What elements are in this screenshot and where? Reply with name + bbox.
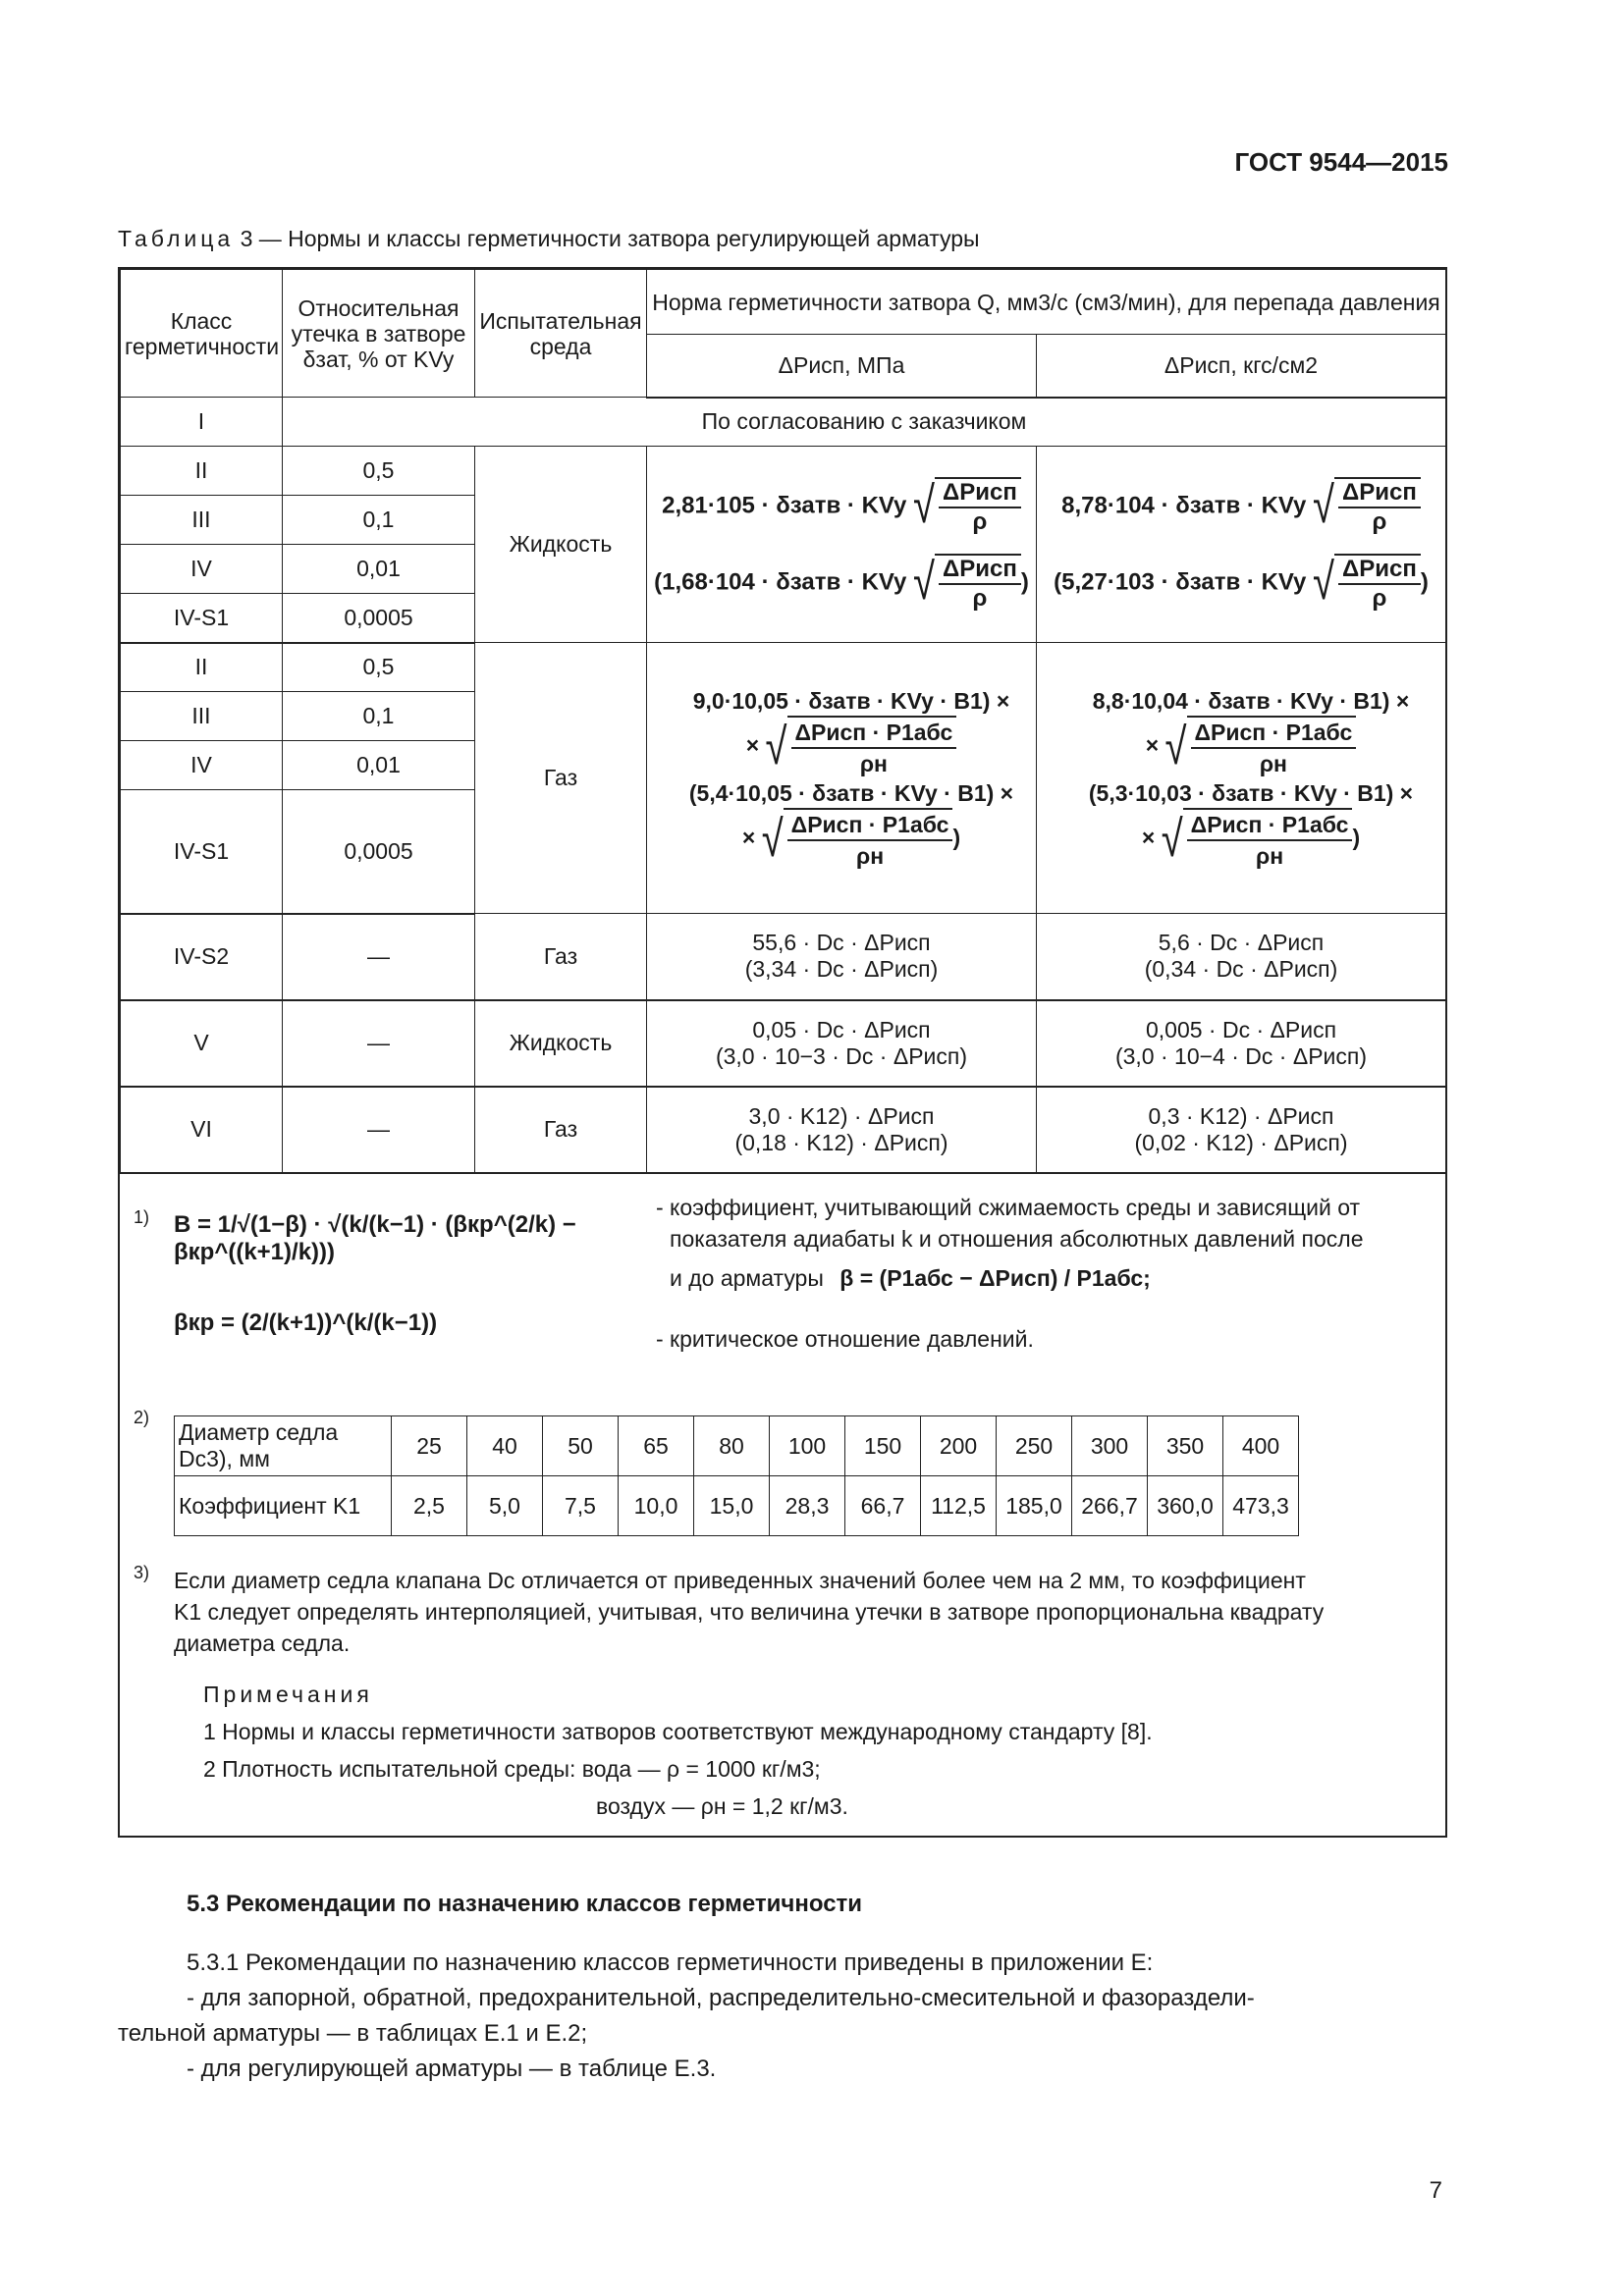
leak-cell: 0,01 <box>283 545 475 594</box>
formula-den: ρ <box>1372 584 1387 612</box>
leak-cell: 0,5 <box>283 643 475 692</box>
section-heading: 5.3 Рекомендации по назначению классов герметичности <box>187 1891 863 1917</box>
formula-mpa <box>647 1087 1037 1173</box>
footnote-line: и до арматуры <box>670 1265 824 1291</box>
class-cell: IV-S1 <box>121 790 283 914</box>
formula-line: 9,0·10,05 · δзатв · KVy · B1) × <box>692 687 1010 714</box>
formula-line: 0,05 · Dc · ΔPисп <box>752 1016 931 1042</box>
class-cell: I <box>121 398 283 447</box>
header-norm: Норма герметичности затвора Q, мм3/с (см3/мин), для перепада давления <box>647 270 1446 335</box>
formula-line: × √ ΔPисп · P1абс ρн ) <box>671 808 1032 871</box>
footnote-line: K1 следует определять интерполяцией, учитывая, что величина утечки в затворе пропорциональна квадрату <box>174 1599 1325 1625</box>
tightness-table <box>120 269 1446 1174</box>
coef-cell: 2,5 <box>392 1476 467 1536</box>
diameter-cell: 200 <box>921 1416 997 1476</box>
formula-line: 0,3 · K12) · ΔPисп <box>1148 1102 1334 1129</box>
footnote-line: показателя адиабаты k и отношения абсолютных давлений после <box>670 1226 1364 1252</box>
formula-den: ρн <box>855 842 885 869</box>
leak-cell: 0,0005 <box>283 790 475 914</box>
header-kgf: ΔPисп, кгс/см2 <box>1037 335 1446 398</box>
caption-title: — Нормы и классы герметичности затвора регулирующей арматуры <box>258 226 980 251</box>
formula-den: ρн <box>859 750 888 776</box>
class-cell: II <box>121 643 283 692</box>
formula-den: ρн <box>1259 750 1287 776</box>
formula-line: 5,6 · Dc · ΔPисп <box>1158 930 1325 956</box>
formula-kgf <box>1037 914 1446 1000</box>
formula-coef: 8,78·104 <box>1061 491 1155 518</box>
liquid-formula-kgf <box>1037 447 1446 643</box>
sqrt-icon: √ <box>765 718 787 775</box>
note-2: 2 Плотность испытательной среды: вода — ρ = 1000 кг/м3; <box>203 1756 821 1782</box>
footnote-1-text <box>656 1192 1441 1294</box>
coef-cell: 112,5 <box>921 1476 997 1536</box>
diameter-label: Диаметр седла Dc3), мм <box>175 1416 392 1476</box>
class-cell: III <box>121 692 283 741</box>
page-number: 7 <box>1429 2177 1442 2204</box>
formula-num: ΔPисп <box>939 556 1021 585</box>
diameter-cell: 300 <box>1072 1416 1148 1476</box>
leak-cell: — <box>283 1000 475 1087</box>
diameter-cell: 50 <box>543 1416 619 1476</box>
diameter-cell: 25 <box>392 1416 467 1476</box>
formula-den: ρн <box>1255 842 1284 869</box>
medium-cell: Газ <box>475 914 647 1000</box>
leak-cell: 0,1 <box>283 496 475 545</box>
section-paragraph-1: 5.3.1 Рекомендации по назначению классов герметичности приведены в приложении Е: <box>187 1949 1154 1976</box>
formula-den: ρ <box>972 584 988 612</box>
formula-num: ΔPисп · P1абс <box>1187 810 1353 841</box>
header-mpa: ΔPисп, МПа <box>647 335 1037 398</box>
k1-table <box>174 1415 1299 1536</box>
diameter-cell: 100 <box>770 1416 845 1476</box>
table-frame <box>118 267 1447 1838</box>
formula-line: 55,6 · Dc · ΔPисп <box>752 930 931 956</box>
class-cell: IV-S2 <box>121 914 283 1000</box>
formula-sym: · δзатв · KVy <box>1161 491 1307 518</box>
liquid-formula-mpa <box>647 447 1037 643</box>
formula-kgf <box>1037 1087 1446 1173</box>
footnote-3-marker: 3) <box>134 1563 150 1582</box>
beta-formula: β = (P1абс − ΔPисп) / P1абс; <box>839 1265 1151 1291</box>
coef-cell: 10,0 <box>619 1476 694 1536</box>
coef-cell: 5,0 <box>467 1476 543 1536</box>
leak-cell: — <box>283 1087 475 1173</box>
diameter-cell: 65 <box>619 1416 694 1476</box>
class-cell: V <box>121 1000 283 1087</box>
coef-cell: 473,3 <box>1223 1476 1299 1536</box>
class-cell: III <box>121 496 283 545</box>
sqrt-icon: √ <box>1313 477 1334 534</box>
formula-den: ρ <box>972 507 988 535</box>
formula-line: × √ ΔPисп · P1абс ρн <box>1060 716 1441 778</box>
formula-line: (3,34 · Dc · ΔPисп) <box>744 956 939 983</box>
formula-num: ΔPисп <box>1338 556 1421 585</box>
formula-line: 8,8·10,04 · δзатв · KVy · B1) × <box>1092 687 1410 714</box>
footnote-1-formula-bkr: βкр = (2/(k+1))^(k/(k−1)) <box>174 1309 438 1336</box>
sqrt-icon: √ <box>913 554 935 611</box>
note-3: воздух — ρн = 1,2 кг/м3. <box>596 1793 848 1819</box>
caption-label: Таблица <box>118 226 235 251</box>
section-paragraph-2b: тельной арматуры — в таблицах Е.1 и Е.2; <box>118 2020 588 2047</box>
formula-line: (0,18 · K12) · ΔPисп) <box>734 1129 948 1155</box>
leak-cell: 0,0005 <box>283 594 475 643</box>
table-caption <box>118 226 980 252</box>
document-id: ГОСТ 9544—2015 <box>1234 147 1448 177</box>
gas-formula-mpa <box>647 643 1037 914</box>
formula-kgf <box>1037 1000 1446 1087</box>
formula-num: ΔPисп · P1абс <box>1191 718 1357 749</box>
formula-line: (5,3·10,03 · δзатв · KVy · B1) × <box>1088 779 1414 806</box>
notes-title: Примечания <box>203 1682 373 1707</box>
coef-cell: 7,5 <box>543 1476 619 1536</box>
leak-cell: 0,01 <box>283 741 475 790</box>
medium-cell: Газ <box>475 1087 647 1173</box>
formula-sym: · δзатв · KVy <box>1161 567 1307 595</box>
formula-line: (3,0 · 10−4 · Dc · ΔPисп) <box>1114 1042 1368 1069</box>
formula-num: ΔPисп · P1абс <box>787 810 953 841</box>
footnote-3-text <box>174 1565 1440 1659</box>
leak-cell: 0,1 <box>283 692 475 741</box>
header-leak: Относительная утечка в затворе δзат, % от KVy <box>283 270 475 398</box>
coef-label: Коэффициент K1 <box>175 1476 392 1536</box>
class-cell: IV-S1 <box>121 594 283 643</box>
class-cell: IV <box>121 545 283 594</box>
footnote-1-critical: - критическое отношение давлений. <box>656 1326 1034 1352</box>
note-1: 1 Нормы и классы герметичности затворов соответствуют международному стандарту [8]. <box>203 1719 1153 1744</box>
agreement-cell: По согласованию с заказчиком <box>283 398 1446 447</box>
footnote-1-formula-b: B = 1/√(1−β) · √(k/(k−1) · (βкр^(2/k) − βкр^((k+1)/k))) <box>174 1211 576 1265</box>
footnote-line: - коэффициент, учитывающий сжимаемость среды и зависящий от <box>656 1195 1361 1220</box>
formula-line: (0,02 · K12) · ΔPисп) <box>1134 1129 1348 1155</box>
formula-coef: (1,68·104 <box>654 567 755 595</box>
formula-sym: · δзатв · KVy <box>761 491 907 518</box>
formula-line: × √ ΔPисп · P1абс ρн ) <box>1060 808 1441 871</box>
formula-coef: 2,81·105 <box>662 491 755 518</box>
class-cell: II <box>121 447 283 496</box>
coef-cell: 66,7 <box>845 1476 921 1536</box>
coef-cell: 360,0 <box>1148 1476 1223 1536</box>
section-paragraph-3: - для регулирующей арматуры — в таблице Е.3. <box>187 2056 717 2082</box>
formula-line <box>1041 477 1441 536</box>
diameter-cell: 400 <box>1223 1416 1299 1476</box>
sqrt-icon: √ <box>1313 554 1334 611</box>
header-class: Класс герметичности <box>121 270 283 398</box>
leak-cell: 0,5 <box>283 447 475 496</box>
header-medium: Испытательная среда <box>475 270 647 398</box>
coef-cell: 266,7 <box>1072 1476 1148 1536</box>
formula-line: × √ ΔPисп · P1абс ρн <box>671 716 1032 778</box>
diameter-cell: 250 <box>997 1416 1072 1476</box>
sqrt-icon: √ <box>761 810 784 868</box>
formula-den: ρ <box>1372 507 1387 535</box>
class-cell: IV <box>121 741 283 790</box>
formula-num: ΔPисп <box>939 479 1021 508</box>
gas-formula-kgf <box>1037 643 1446 914</box>
formula-line: (3,0 · 10−3 · Dc · ΔPисп) <box>715 1042 968 1069</box>
formula-sym: · δзатв · KVy <box>761 567 907 595</box>
formula-line: 0,005 · Dc · ΔPисп <box>1145 1016 1337 1042</box>
sqrt-icon: √ <box>1164 718 1187 775</box>
medium-cell: Газ <box>475 643 647 914</box>
formula-num: ΔPисп <box>1338 479 1421 508</box>
diameter-cell: 150 <box>845 1416 921 1476</box>
leak-cell: — <box>283 914 475 1000</box>
notes <box>203 1679 1440 1822</box>
formula-line: (5,4·10,05 · δзатв · KVy · B1) × <box>688 779 1014 806</box>
footnote-line: Если диаметр седла клапана Dc отличается от приведенных значений более чем на 2 мм, то коэффициент <box>174 1568 1306 1593</box>
formula-mpa <box>647 914 1037 1000</box>
footnote-1-marker: 1) <box>134 1207 150 1227</box>
footnote-2-marker: 2) <box>134 1408 150 1427</box>
section-paragraph-2a: - для запорной, обратной, предохранительной, распределительно-смесительной и фазораздели- <box>187 1985 1255 2011</box>
formula-num: ΔPисп · P1абс <box>791 718 957 749</box>
coef-cell: 28,3 <box>770 1476 845 1536</box>
sqrt-icon: √ <box>913 477 935 534</box>
coef-cell: 15,0 <box>694 1476 770 1536</box>
formula-line: (1,68·104 · δзатв · KVy √ ΔPисп ρ ) <box>654 554 1029 612</box>
formula-coef: (5,27·103 <box>1054 567 1155 595</box>
diameter-cell: 350 <box>1148 1416 1223 1476</box>
medium-cell: Жидкость <box>475 447 647 643</box>
formula-line: (5,27·103 · δзатв · KVy √ ΔPисп ρ ) <box>1054 554 1429 612</box>
sqrt-icon: √ <box>1161 810 1183 868</box>
formula-line: (0,34 · Dc · ΔPисп) <box>1144 956 1338 983</box>
class-cell: VI <box>121 1087 283 1173</box>
formula-line: 3,0 · K12) · ΔPисп <box>748 1102 935 1129</box>
footnote-line: диаметра седла. <box>174 1630 351 1656</box>
medium-cell: Жидкость <box>475 1000 647 1087</box>
formula-line <box>651 477 1032 536</box>
coef-cell: 185,0 <box>997 1476 1072 1536</box>
diameter-cell: 40 <box>467 1416 543 1476</box>
formula-mpa <box>647 1000 1037 1087</box>
diameter-cell: 80 <box>694 1416 770 1476</box>
caption-number: 3 <box>240 226 253 251</box>
